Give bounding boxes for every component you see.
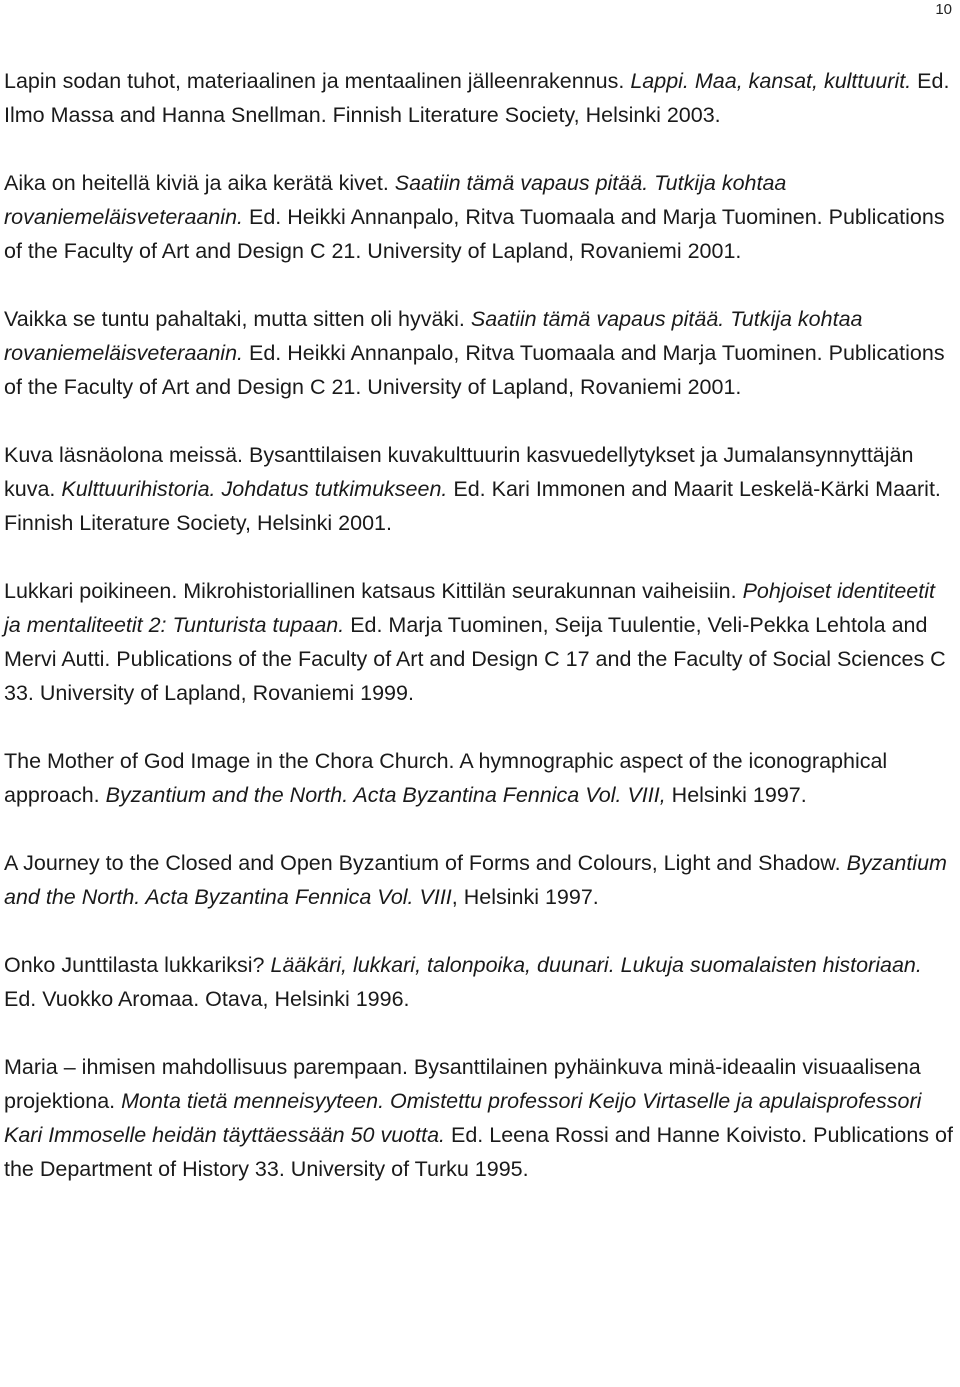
entry-italic-text: Pohjoiset identiteetit ja mentaliteetit 2: Tunturista tupaan. [4, 579, 935, 637]
entry-text: Ed. Marja Tuominen, Seija Tuulentie, Veli-Pekka Lehtola and Mervi Autti. Publications of the Faculty of Art and Design C 17 and the Faculty of Social Sciences C 33. University of Lapland, Rovaniemi 1999. [4, 613, 946, 705]
entry-text: Aika on heitellä kiviä ja aika kerätä kivet. [4, 171, 395, 195]
entry-italic-text: Byzantium and the North. Acta Byzantina Fennica Vol. VIII, [105, 783, 666, 807]
entry-text: Maria – ihmisen mahdollisuus parempaan. Bysanttilainen pyhäinkuva minä-ideaalin visuaalisena projektiona. [4, 1055, 921, 1113]
entry-text: The Mother of God Image in the Chora Church. A hymnographic aspect of the iconographical approach. [4, 749, 888, 807]
bibliography-entry [4, 438, 954, 540]
bibliography-list [4, 64, 954, 1220]
entry-italic-text: Saatiin tämä vapaus pitää. Tutkija kohtaa rovaniemeläisveteraanin. [4, 307, 863, 365]
entry-italic-text: Monta tietä menneisyyteen. Omistettu professori Keijo Virtaselle ja apulaisprofessori Kari Immoselle heidän täyttäessään 50 vuotta. [4, 1089, 922, 1147]
entry-text: Ed. Heikki Annanpalo, Ritva Tuomaala and Marja Tuominen. Publications of the Faculty of Art and Design C 21. University of Lapland, Rovaniemi 2001. [4, 205, 945, 263]
entry-text: A Journey to the Closed and Open Byzantium of Forms and Colours, Light and Shadow. [4, 851, 847, 875]
entry-italic-text: Saatiin tämä vapaus pitää. Tutkija kohtaa rovaniemeläisveteraanin. [4, 171, 787, 229]
bibliography-entry [4, 744, 954, 812]
entry-text: Onko Junttilasta lukkariksi? [4, 953, 271, 977]
entry-text: , Helsinki 1997. [451, 885, 599, 909]
bibliography-entry [4, 166, 954, 268]
entry-text: Ed. Heikki Annanpalo, Ritva Tuomaala and Marja Tuominen. Publications of the Faculty of Art and Design C 21. University of Lapland, Rovaniemi 2001. [4, 341, 945, 399]
bibliography-entry [4, 574, 954, 710]
entry-text: Vaikka se tuntu pahaltaki, mutta sitten oli hyväki. [4, 307, 471, 331]
entry-italic-text: Kulttuurihistoria. Johdatus tutkimukseen. [61, 477, 448, 501]
bibliography-entry [4, 302, 954, 404]
bibliography-entry [4, 846, 954, 914]
bibliography-entry [4, 948, 954, 1016]
entry-text: Lukkari poikineen. Mikrohistoriallinen katsaus Kittilän seurakunnan vaiheisiin. [4, 579, 743, 603]
bibliography-entry [4, 64, 954, 132]
entry-text: Ed. Kari Immonen and Maarit Leskelä-Kärki Maarit. Finnish Literature Society, Helsinki 2001. [4, 477, 941, 535]
entry-italic-text: Lääkäri, lukkari, talonpoika, duunari. Lukuja suomalaisten historiaan. [270, 953, 922, 977]
entry-text: Ed. Vuokko Aromaa. Otava, Helsinki 1996. [4, 987, 410, 1011]
entry-text: Lapin sodan tuhot, materiaalinen ja mentaalinen jälleenrakennus. [4, 69, 631, 93]
page-number: 10 [935, 1, 952, 18]
entry-text: Kuva läsnäolona meissä. Bysanttilaisen kuvakulttuurin kasvuedellytykset ja Jumalansynnyttäjän kuva. [4, 443, 914, 501]
entry-italic-text: Byzantium and the North. Acta Byzantina Fennica Vol. VIII [4, 851, 947, 909]
bibliography-entry [4, 1050, 954, 1186]
entry-text: Ed. Ilmo Massa and Hanna Snellman. Finnish Literature Society, Helsinki 2003. [4, 69, 950, 127]
entry-text: Helsinki 1997. [665, 783, 807, 807]
entry-text: Ed. Leena Rossi and Hanne Koivisto. Publications of the Department of History 33. University of Turku 1995. [4, 1123, 953, 1181]
entry-italic-text: Lappi. Maa, kansat, kulttuurit. [630, 69, 912, 93]
